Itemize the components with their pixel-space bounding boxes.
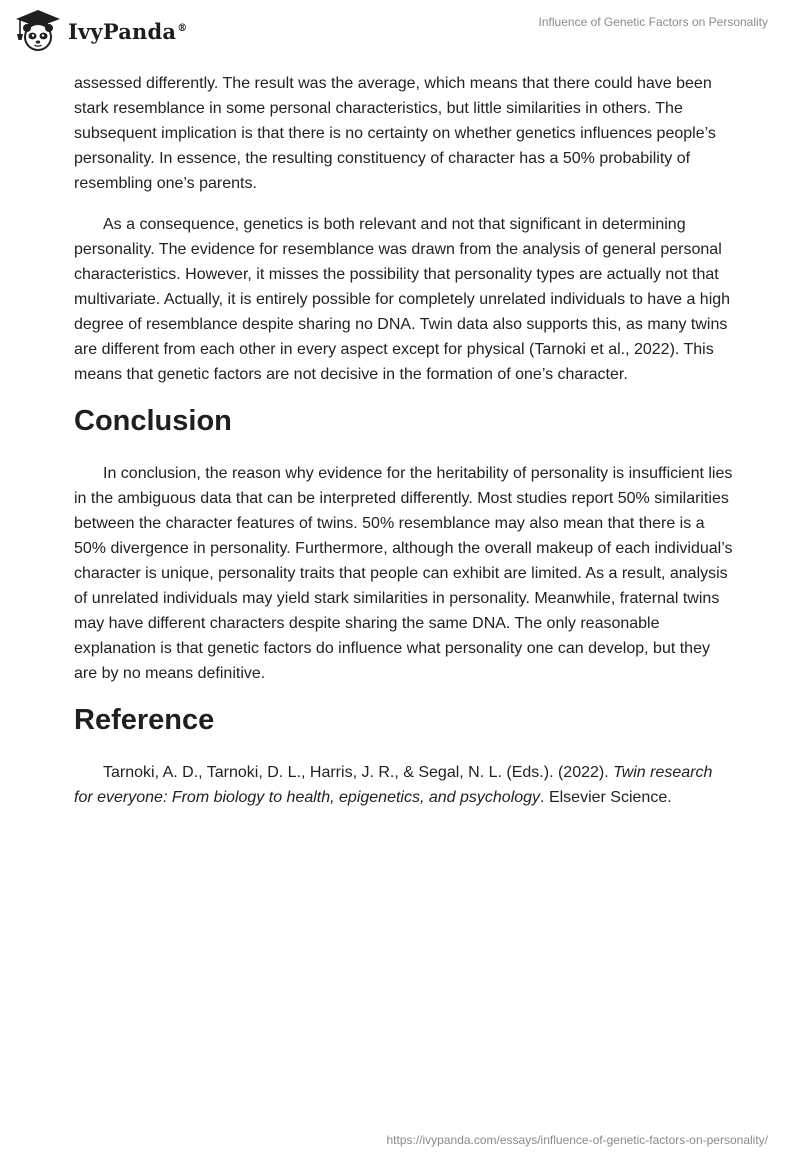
brand-name: IvyPanda®: [68, 18, 188, 44]
body-paragraph-consequence: As a consequence, genetics is both relevant and not that significant in determining personality. The evidence for resemblance was drawn from the analysis of general personal characteristics. However, it misses the possibility that personality types are actually not that multivariate. Actually, it is entirely possible for completely unrelated individuals to have a high degree of resemblance despite sharing no DNA. Twin data also supports this, as many twins are different from each other in every aspect except for physical (Tarnoki et al., 2022). This means that genetic factors are not decisive in the formation of one’s character.: [74, 216, 731, 383]
document-title: Influence of Genetic Factors on Personality: [538, 15, 768, 29]
reference-authors: Tarnoki, A. D., Tarnoki, D. L., Harris, J. R., & Segal, N. L. (Eds.). (2022).: [103, 764, 614, 781]
source-url-link[interactable]: https://ivypanda.com/essays/influence-of-genetic-factors-on-personality/: [386, 1133, 768, 1147]
reference-entry: [74, 760, 734, 810]
conclusion-paragraph: In conclusion, the reason why evidence for the heritability of personality is insufficient lies in the ambiguous data that can be interpreted differently. Most studies report 50% similarities between the character features of twins. 50% resemblance may also mean that there is a 50% divergence in personality. Furthermore, although the overall makeup of each individual’s character is unique, personality traits that people can exhibit are limited. As a result, analysis of unrelated individuals may yield stark similarities in personality. Meanwhile, fraternal twins may have different characters despite sharing the same DNA. The only reasonable explanation is that genetic factors do influence what personality one can develop, but they are by no means definitive.: [74, 465, 733, 682]
reference-heading: Reference: [74, 704, 215, 736]
panda-graduate-icon: [14, 8, 62, 52]
conclusion-heading: Conclusion: [74, 405, 232, 437]
essay-content: [74, 71, 734, 826]
body-paragraph-continued: assessed differently. The result was the average, which means that there could have been stark resemblance in some personal characteristics, but little similarities in others. The subsequent implication is that there is no certainty on whether genetics influences people’s personality. In essence, the resulting constituency of character has a 50% probability of resembling one’s parents.: [74, 75, 716, 192]
ivypanda-logo[interactable]: [14, 8, 187, 52]
reference-title: Twin research for everyone: From biology to health, epigenetics, and psychology: [74, 764, 713, 806]
registered-mark: ®: [177, 22, 188, 34]
reference-publisher: . Elsevier Science.: [540, 789, 672, 806]
page-header: [0, 0, 800, 60]
